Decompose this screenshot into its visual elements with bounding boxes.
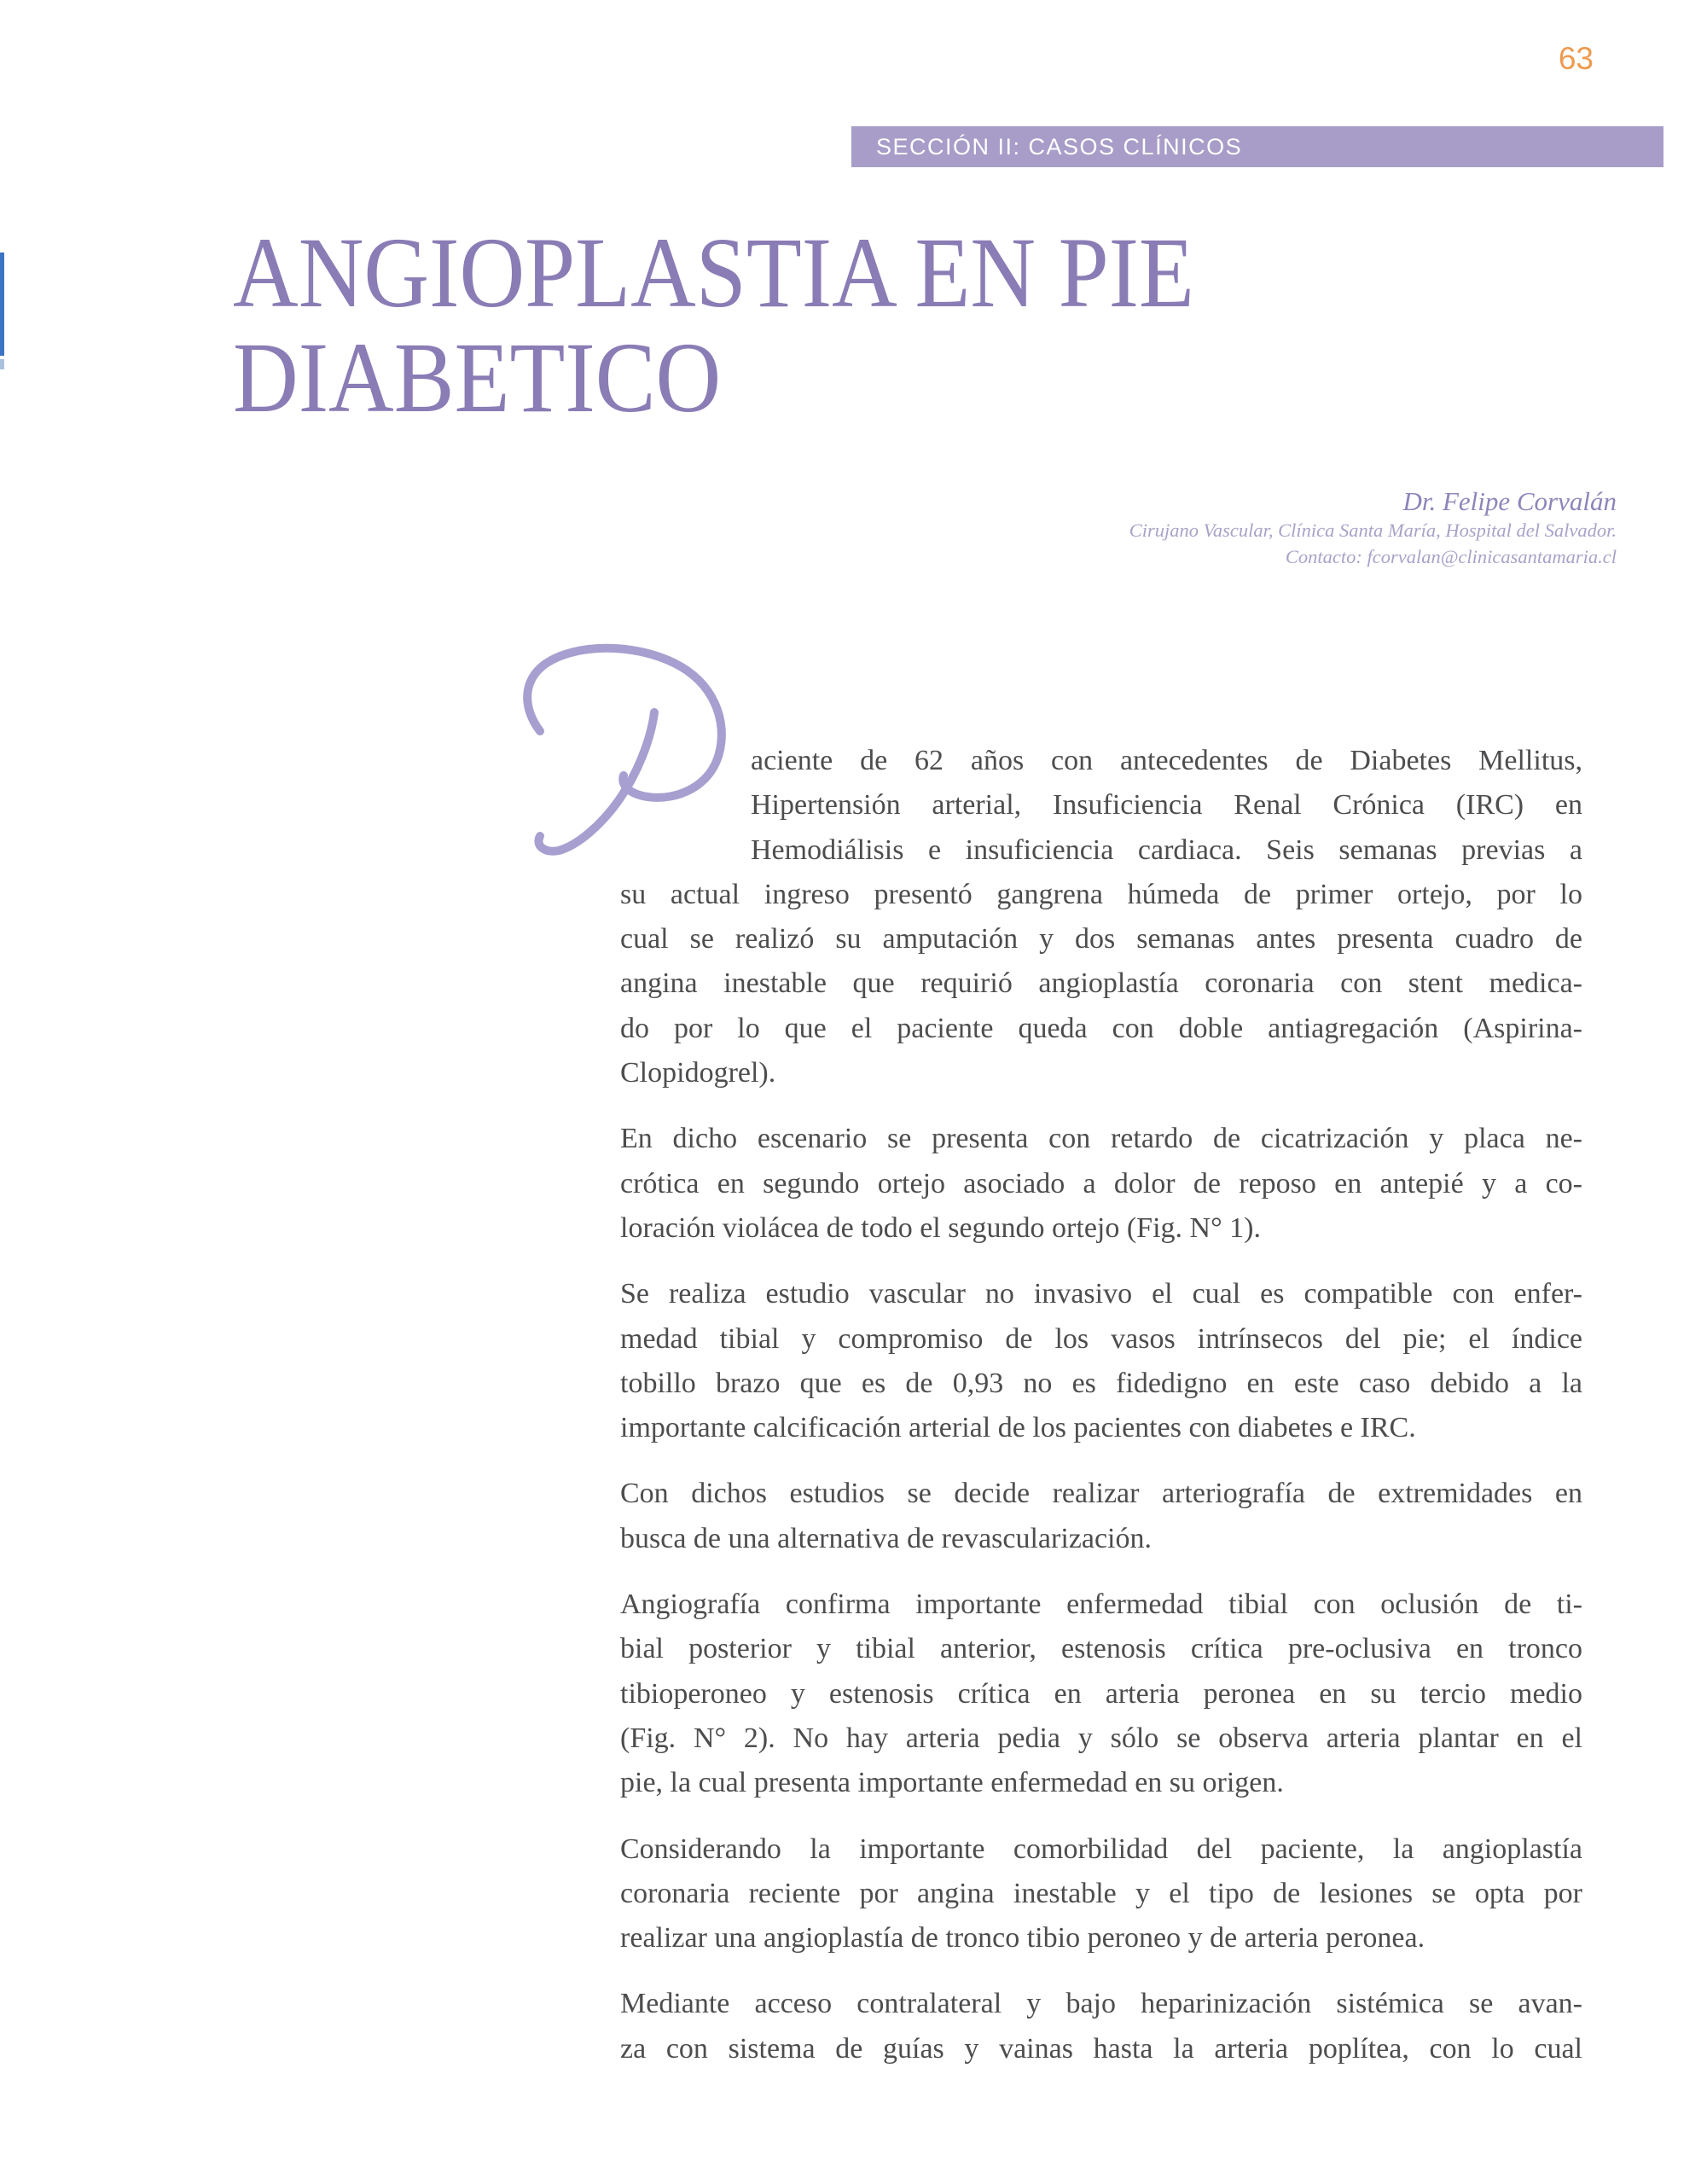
article-title xyxy=(233,217,1194,433)
text-line: do por lo que el paciente queda con doble antiagregación (Aspirina- xyxy=(620,1012,1582,1044)
article-title-line1: ANGIOPLASTIA EN PIE xyxy=(233,217,1194,328)
text-line: su actual ingreso presentó gangrena húmeda de primer ortejo, por lo xyxy=(620,878,1582,910)
text-line: realizar una angioplastía de tronco tibio peroneo y de arteria peronea. xyxy=(620,1922,1425,1955)
text-line: medad tibial y compromiso de los vasos intrínsecos del pie; el índice xyxy=(620,1322,1582,1355)
text-line: Con dichos estudios se decide realizar arteriografía de extremidades en xyxy=(620,1478,1582,1510)
text-line: Hipertensión arterial, Insuficiencia Renal Crónica (IRC) en xyxy=(751,789,1582,822)
text-line: Angiografía confirma importante enfermedad tibial con oclusión de ti- xyxy=(620,1589,1582,1621)
text-line: En dicho escenario se presenta con retardo de cicatrización y placa ne- xyxy=(620,1123,1582,1155)
text-line: busca de una alternativa de revascularización. xyxy=(620,1522,1153,1554)
left-edge-tab-blue xyxy=(0,253,4,356)
text-line: bial posterior y tibial anterior, estenosis crítica pre-oclusiva en tronco xyxy=(620,1633,1582,1665)
article-body xyxy=(620,739,1582,2093)
paragraph-1 xyxy=(620,739,1582,1095)
section-banner xyxy=(851,126,1663,167)
paragraph-4 xyxy=(620,1472,1582,1561)
author-name: Dr. Felipe Corvalán xyxy=(1402,486,1617,516)
text-line: angina inestable que requirió angioplastía coronaria con stent medica- xyxy=(620,967,1582,1000)
paragraph-6 xyxy=(620,1827,1582,1961)
text-line: za con sistema de guías y vainas hasta la arteria poplítea, con lo cual xyxy=(620,2032,1582,2065)
paragraph-1-beside-dropcap xyxy=(751,739,1582,873)
author-block xyxy=(1129,486,1617,570)
text-line: loración violácea de todo el segundo ortejo (Fig. N° 1). xyxy=(620,1211,1262,1244)
text-line: Clopidogrel). xyxy=(620,1057,776,1089)
text-line: importante calcificación arterial de los pacientes con diabetes e IRC. xyxy=(620,1412,1416,1444)
paragraph-3 xyxy=(620,1272,1582,1450)
article-title-line2: DIABETICO xyxy=(233,322,722,433)
text-line: (Fig. N° 2). No hay arteria pedia y sólo se observa arteria plantar en el xyxy=(620,1722,1582,1754)
text-line: Considerando la importante comorbilidad del paciente, la angioplastía xyxy=(620,1833,1582,1865)
text-line: cual se realizó su amputación y dos semanas antes presenta cuadro de xyxy=(620,923,1582,956)
left-edge-tab-light-blue xyxy=(0,359,4,369)
text-line: pie, la cual presenta importante enfermedad en su origen. xyxy=(620,1767,1284,1799)
paragraph-1-rest xyxy=(620,873,1582,1095)
text-line: Mediante acceso contralateral y bajo heparinización sistémica se avan- xyxy=(620,1988,1582,2020)
section-banner-label: SECCIÓN II: CASOS CLÍNICOS xyxy=(876,133,1243,160)
paragraph-5 xyxy=(620,1583,1582,1805)
text-line: Hemodiálisis e insuficiencia cardiaca. Seis semanas previas a xyxy=(751,834,1582,866)
author-contact: Contacto: fcorvalan@clinicasantamaria.cl xyxy=(1285,546,1617,567)
text-line: tobillo brazo que es de 0,93 no es fidedigno en este caso debido a la xyxy=(620,1367,1582,1399)
text-line: aciente de 62 años con antecedentes de Diabetes Mellitus, xyxy=(751,745,1582,776)
paragraph-7 xyxy=(620,1982,1582,2071)
paragraph-2 xyxy=(620,1117,1582,1251)
text-line: Se realiza estudio vascular no invasivo el cual es compatible con enfer- xyxy=(620,1278,1582,1310)
text-line: tibioperoneo y estenosis crítica en arteria peronea en su tercio medio xyxy=(620,1677,1582,1710)
text-line: coronaria reciente por angina inestable y el tipo de lesiones se opta por xyxy=(620,1877,1582,1909)
page-number: 63 xyxy=(1558,41,1594,76)
text-line: crótica en segundo ortejo asociado a dolor de reposo en antepié y a co- xyxy=(620,1167,1582,1199)
author-affiliation: Cirujano Vascular, Clínica Santa María, Hospital del Salvador. xyxy=(1129,520,1617,541)
